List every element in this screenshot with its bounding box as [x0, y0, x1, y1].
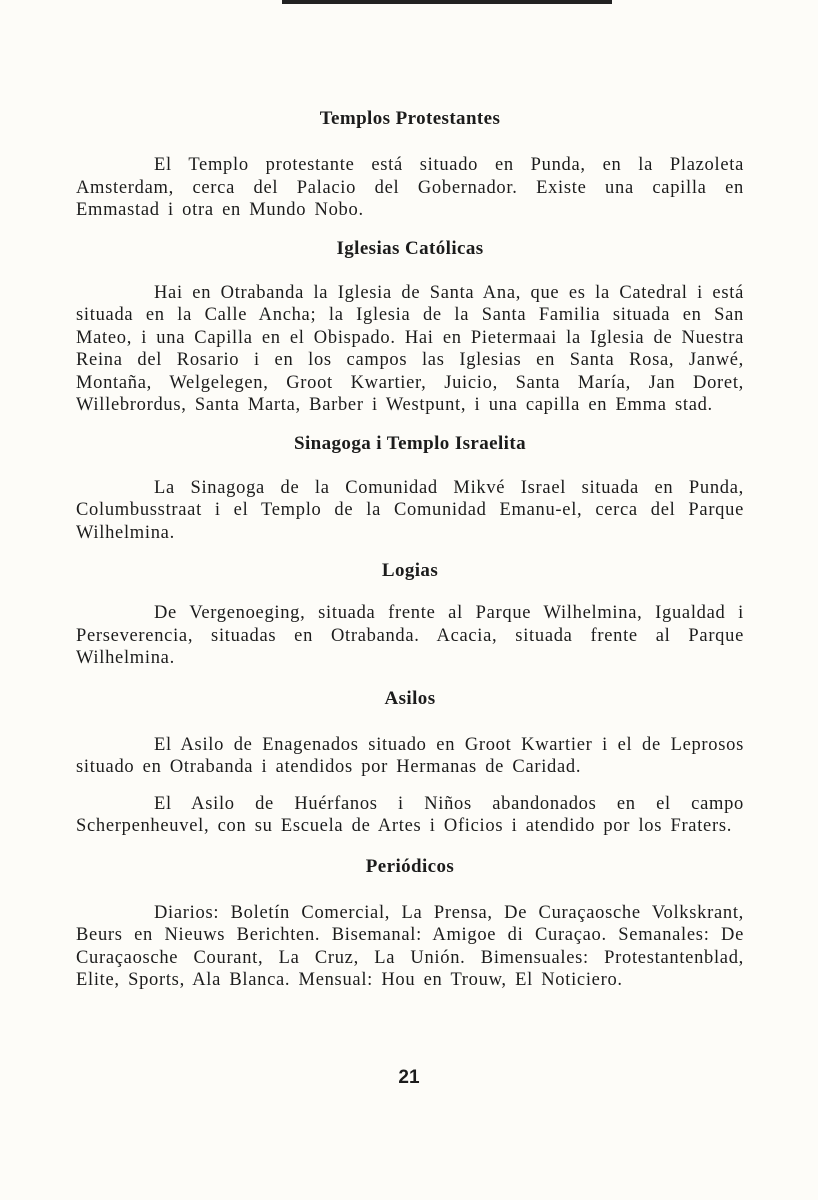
paragraph-templos-protestantes: El Templo protestante está situado en Punda, en la Plazoleta Amsterdam, cerca del Palacio del Gobernador. Existe una capilla en Emmastad i otra en Mundo Nobo. [76, 155, 744, 220]
section-title-asilos: Asilos [384, 687, 436, 709]
section-title-periodicos: Periódicos [365, 855, 455, 877]
paragraph-sinagoga: La Sinagoga de la Comunidad Mikvé Israel situada en Punda, Columbusstraat i el Templo de la Comunidad Emanu-el, cerca del Parque Wilhelmina. [76, 477, 744, 543]
section-title-logias: Logias [381, 560, 439, 581]
top-rule [282, 0, 612, 4]
page-number: 21 [398, 1067, 420, 1088]
section-title-sinagoga: Sinagoga i Templo Israelita [294, 432, 526, 454]
section-title-iglesias-catolicas: Iglesias Católicas [336, 237, 484, 259]
paragraph-asilo-huerfanos: El Asilo de Huérfanos i Niños abandonados en el campo Scherpenheuvel, con su Escuela de Artes i Oficios i atendido por los Fraters. [76, 793, 744, 836]
paragraph-logias: De Vergenoeging, situada frente al Parque Wilhelmina, Igualdad i Perseverencia, situadas en Otrabanda. Acacia, situada frente al Parque Wilhelmina. [76, 603, 744, 668]
page-body [76, 100, 744, 992]
paragraph-iglesias-catolicas: Hai en Otrabanda la Iglesia de Santa Ana, que es la Catedral i está situada en la Calle Ancha; la Iglesia de la Santa Familia situada en San Mateo, i una Capilla en el Obispado. Hai en Pietermaai la Iglesia de Nuestra Reina del Rosario i en los campos las Iglesias en Santa Rosa, Janwé, Montaña, Welgelegen, Groot Kwartier, Juicio, Santa María, Jan Doret, Willebrordus, Santa Marta, Barber i Westpunt, i una capilla en Emma stad. [76, 282, 744, 415]
paragraph-gap [76, 779, 744, 793]
section-title-templos-protestantes: Templos Protestantes [319, 108, 501, 129]
paragraph-periodicos: Diarios: Boletín Comercial, La Prensa, De Curaçaosche Volkskrant, Beurs en Nieuws Berichten. Bisemanal: Amigoe di Curaçao. Semanales: De Curaçaosche Courant, La Cruz, La Unión. Bimensuales: Protestantenblad, Elite, Sports, Ala Blanca. Mensual: Hou en Trouw, El Noticiero. [76, 902, 744, 990]
paragraph-asilo-enagenados: El Asilo de Enagenados situado en Groot Kwartier i el de Leprosos situado en Otrabanda i atendidos por Hermanas de Caridad. [76, 734, 744, 777]
